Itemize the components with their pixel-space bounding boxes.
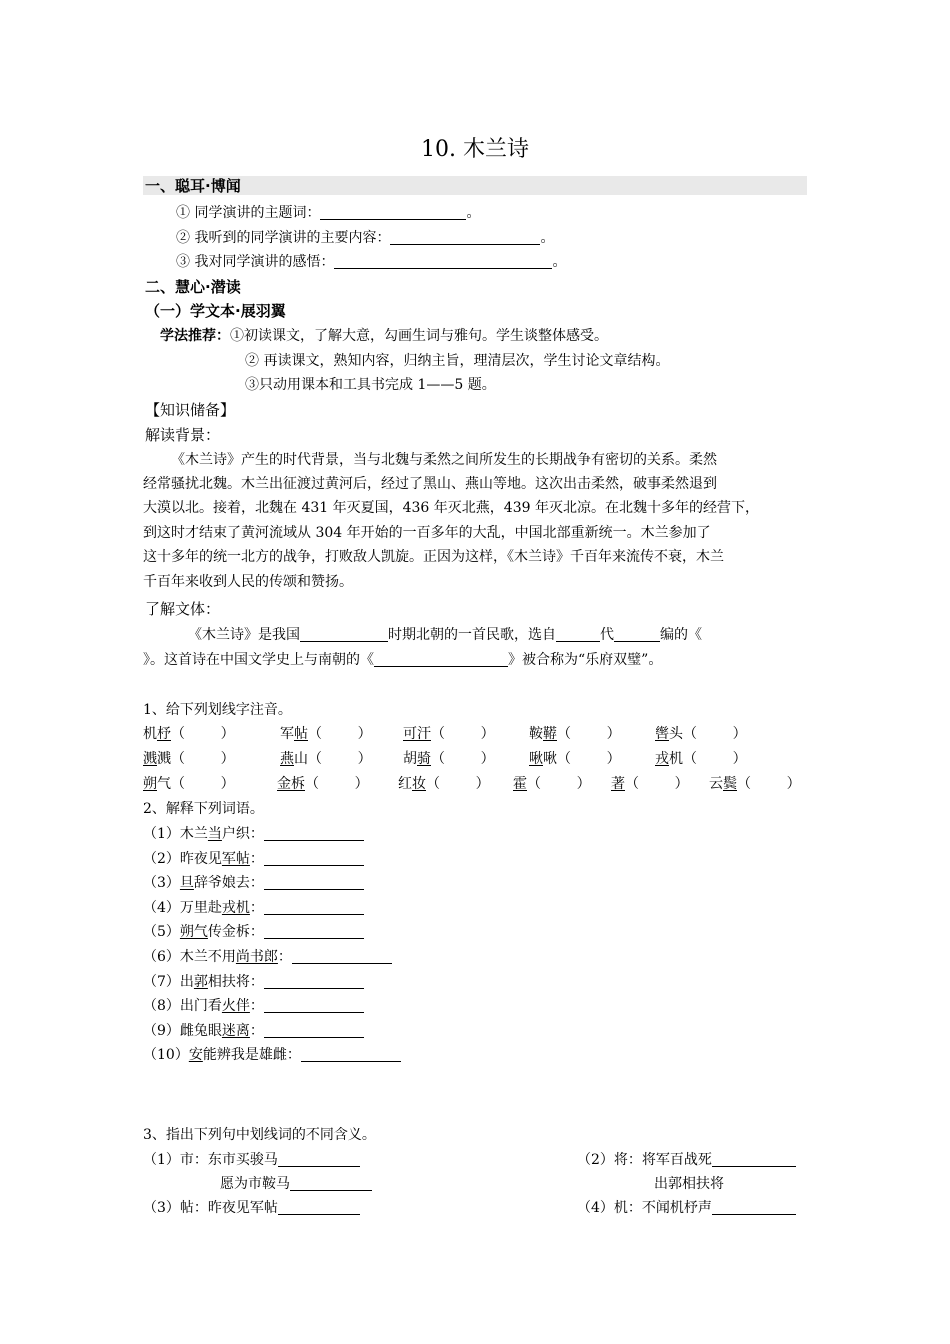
- section2-subheading: （一）学文本·展羽翼: [145, 302, 286, 320]
- section2-heading: 二、慧心·潜读: [145, 278, 241, 296]
- speech-topic-end: 。: [466, 205, 481, 221]
- pinyin-item: [709, 775, 801, 793]
- vocab-item: [143, 825, 364, 843]
- vocab-number: （9）: [143, 1022, 180, 1039]
- background-line-2: 经常骚扰北魏。木兰出征渡过黄河后，经过了黑山、燕山等地。这次出击柔然，破事柔然退到: [143, 476, 717, 492]
- pinyin-answer-parens[interactable]: （ ）: [426, 776, 490, 792]
- genre-dynasty-blank[interactable]: [556, 627, 600, 642]
- vocab-pre: 木兰: [179, 826, 208, 842]
- speech-content-line: [176, 229, 554, 247]
- vocab-pre: 雌兔眼: [179, 1022, 222, 1039]
- pinyin-item: [403, 750, 495, 768]
- vocab-number: （3）: [143, 875, 180, 892]
- q3-item-4-text: （4）机：不闻机杼声: [577, 1200, 712, 1216]
- pinyin-item: [655, 750, 747, 768]
- pinyin-target-char: 啾: [529, 751, 543, 767]
- vocab-answer-blank[interactable]: [264, 875, 364, 890]
- q3-item-3: [143, 1199, 360, 1217]
- vocab-number: （2）: [143, 850, 180, 867]
- pinyin-item-post: 溅: [157, 751, 171, 767]
- vocab-target-word: 郭: [193, 973, 208, 990]
- genre-line1-b: 时期北朝的一首民歌，选自: [388, 627, 556, 643]
- background-line-3: 大漠以北。接着，北魏在 431 年灭夏国，436 年灭北燕，439 年灭北凉。在北魏十多年的经营下，: [143, 500, 759, 516]
- vocab-answer-blank[interactable]: [264, 974, 364, 989]
- vocab-post: ：: [249, 850, 264, 867]
- q3-item-1: [143, 1151, 360, 1169]
- genre-south-poem-blank[interactable]: [374, 652, 508, 667]
- pinyin-target-char: 燕: [280, 751, 294, 767]
- vocab-number: （4）: [143, 899, 180, 916]
- pinyin-item: [277, 775, 369, 793]
- vocab-target-word: 戎机: [221, 899, 250, 916]
- pinyin-item-pre: 红: [398, 776, 412, 792]
- vocab-item: [143, 874, 364, 892]
- pinyin-item-post: 山: [294, 751, 308, 767]
- vocab-post: ：: [249, 1022, 264, 1039]
- vocab-number: （10）: [143, 1047, 189, 1064]
- pinyin-answer-parens[interactable]: （ ）: [557, 751, 621, 767]
- vocab-answer-blank[interactable]: [264, 998, 364, 1013]
- vocab-item: [143, 850, 364, 868]
- vocab-item: [143, 948, 392, 966]
- pinyin-target-char: 帖: [294, 726, 308, 742]
- vocab-number: （1）: [143, 826, 180, 842]
- pinyin-item-pre: 鞍: [529, 726, 543, 742]
- speech-content-blank[interactable]: [390, 230, 540, 245]
- pinyin-answer-parens[interactable]: （ ）: [683, 751, 747, 767]
- pinyin-answer-parens[interactable]: （ ）: [308, 726, 372, 742]
- pinyin-answer-parens[interactable]: （ ）: [171, 751, 235, 767]
- method-label: 学法推荐：: [160, 328, 230, 344]
- q3-prompt: 3、指出下列句中划线词的不同含义。: [143, 1127, 376, 1143]
- vocab-answer-blank[interactable]: [264, 1023, 364, 1038]
- background-heading: 解读背景：: [145, 426, 221, 444]
- pinyin-item: [611, 775, 689, 793]
- speech-reflection-end: 。: [552, 254, 567, 270]
- vocab-number: （7）: [143, 973, 180, 990]
- vocab-number: （6）: [143, 949, 180, 965]
- vocab-answer-blank[interactable]: [292, 949, 392, 964]
- genre-line1-a: 《木兰诗》是我国: [188, 627, 300, 643]
- pinyin-answer-parens[interactable]: （ ）: [305, 776, 369, 792]
- background-line-1: 《木兰诗》产生的时代背景，当与北魏与柔然之间所发生的长期战争有密切的关系。柔然: [171, 452, 717, 468]
- method-line-1: [160, 327, 608, 345]
- speech-content-label: ② 我听到的同学演讲的主要内容：: [176, 230, 391, 246]
- vocab-target-word: 安: [188, 1047, 203, 1064]
- vocab-pre: 出门看: [179, 998, 222, 1015]
- q3-item-2-text: （2）将：将军百战死: [577, 1152, 712, 1168]
- q3-item-1-blank[interactable]: [278, 1152, 360, 1167]
- pinyin-target-char: 溅: [143, 751, 157, 767]
- q3-item-2b: 出郭相扶将: [654, 1176, 724, 1192]
- pinyin-answer-parens[interactable]: （ ）: [308, 751, 372, 767]
- pinyin-item: [513, 775, 591, 793]
- vocab-target-word: 尚书郎: [235, 949, 278, 965]
- q3-item-1b-blank[interactable]: [290, 1176, 372, 1191]
- vocab-item: [143, 1022, 364, 1040]
- vocab-post: ：: [249, 899, 264, 916]
- pinyin-item: [655, 725, 747, 743]
- vocab-item: [143, 997, 364, 1015]
- vocab-pre: 木兰不用: [179, 949, 236, 965]
- background-line-6: 千百年来收到人民的传颂和赞扬。: [143, 574, 353, 590]
- pinyin-target-char: 著: [611, 776, 625, 792]
- q3-item-1b-text: 愿为市鞍马: [220, 1176, 290, 1192]
- pinyin-target-char: 骑: [417, 751, 431, 767]
- pinyin-answer-parens[interactable]: （ ）: [527, 776, 591, 792]
- pinyin-target-char: 朔: [143, 776, 157, 792]
- background-line-4: 到这时才结束了黄河流域从 304 年开始的一百多年的大乱，中国北部重新统一。木兰参加了: [143, 525, 711, 541]
- pinyin-answer-parens[interactable]: （ ）: [431, 726, 495, 742]
- pinyin-item: [398, 775, 490, 793]
- q1-prompt: 1、给下列划线字注音。: [143, 702, 292, 718]
- speech-reflection-line: [176, 253, 566, 271]
- pinyin-item: [143, 750, 235, 768]
- q3-item-1b: [220, 1175, 372, 1193]
- vocab-pre: 昨夜见: [179, 850, 222, 867]
- vocab-target-word: 当: [207, 826, 222, 842]
- pinyin-target-char: 金柝: [277, 776, 305, 792]
- vocab-number: （5）: [143, 924, 180, 941]
- section1-heading: 一、聪耳·博闻: [145, 177, 241, 195]
- pinyin-item-pre: 云: [709, 776, 723, 792]
- background-line-5: 这十多年的统一北方的战争，打败敌人凯旋。正因为这样，《木兰诗》千百年来流传不衰，木兰: [143, 549, 724, 565]
- genre-editor-blank[interactable]: [614, 627, 660, 642]
- pinyin-item-pre: 胡: [403, 751, 417, 767]
- section1-heading-band: [143, 176, 807, 195]
- vocab-target-word: 旦: [179, 875, 194, 892]
- method-1: ①初读课文，了解大意，勾画生词与雅句。学生谈整体感受。: [230, 328, 608, 344]
- genre-line1-c: 代: [600, 627, 614, 643]
- genre-era-blank[interactable]: [300, 627, 388, 642]
- vocab-item: [143, 973, 364, 991]
- vocab-post: ：: [277, 949, 292, 965]
- pinyin-item: [529, 725, 621, 743]
- vocab-item: [143, 923, 364, 941]
- pinyin-target-char: 鞯: [543, 726, 557, 742]
- speech-topic-blank[interactable]: [320, 205, 466, 220]
- speech-topic-line: [176, 204, 480, 222]
- q3-item-1-text: （1）市：东市买骏马: [143, 1152, 278, 1168]
- pinyin-answer-parens[interactable]: （ ）: [557, 726, 621, 742]
- pinyin-item: [143, 725, 235, 743]
- vocab-item: [143, 1046, 401, 1064]
- speech-content-end: 。: [540, 230, 555, 246]
- page-title: 10. 木兰诗: [421, 137, 529, 162]
- pinyin-answer-parens[interactable]: （ ）: [625, 776, 689, 792]
- method-2: ② 再读课文，熟知内容，归纳主旨，理清层次，学生讨论文章结构。: [245, 353, 670, 369]
- pinyin-item-post: 机: [669, 751, 683, 767]
- pinyin-answer-parens[interactable]: （ ）: [171, 776, 235, 792]
- vocab-post: 能辨我是雄雌：: [202, 1047, 301, 1064]
- pinyin-target-char: 霍: [513, 776, 527, 792]
- pinyin-target-char: 可汗: [403, 726, 431, 742]
- pinyin-target-char: 妆: [412, 776, 426, 792]
- pinyin-item: [403, 725, 495, 743]
- vocab-post: 相扶将：: [207, 973, 264, 990]
- vocab-number: （8）: [143, 998, 180, 1015]
- q2-prompt: 2、解释下列词语。: [143, 801, 264, 817]
- vocab-answer-blank[interactable]: [264, 900, 364, 915]
- vocab-answer-blank[interactable]: [264, 924, 364, 939]
- vocab-post: 辞爷娘去：: [193, 875, 264, 892]
- vocab-pre: 万里赴: [179, 899, 222, 916]
- speech-reflection-label: ③ 我对同学演讲的感悟：: [176, 254, 335, 270]
- q3-item-4-blank[interactable]: [712, 1200, 796, 1215]
- vocab-pre: 出: [179, 973, 194, 990]
- pinyin-answer-parens[interactable]: （ ）: [683, 726, 747, 742]
- q3-item-2-blank[interactable]: [712, 1152, 796, 1167]
- speech-reflection-blank[interactable]: [334, 254, 552, 269]
- pinyin-item-pre: 机: [143, 726, 157, 742]
- vocab-target-word: 军帖: [221, 850, 250, 867]
- pinyin-item-post: 啾: [543, 751, 557, 767]
- genre-line2-b: 》被合称为“乐府双璧”。: [508, 652, 663, 668]
- vocab-post: 户织：: [221, 826, 264, 842]
- vocab-answer-blank[interactable]: [264, 826, 364, 841]
- vocab-post: 传金柝：: [207, 924, 264, 941]
- pinyin-target-char: 戎: [655, 751, 669, 767]
- pinyin-item: [280, 750, 372, 768]
- pinyin-item-post: 头: [669, 726, 683, 742]
- q3-item-4: [577, 1199, 796, 1217]
- pinyin-target-char: 辔: [655, 726, 669, 742]
- genre-line1-d: 编的《: [660, 627, 702, 643]
- pinyin-target-char: 鬓: [723, 776, 737, 792]
- pinyin-answer-parens[interactable]: （ ）: [431, 751, 495, 767]
- pinyin-item: [280, 725, 372, 743]
- q3-item-3-text: （3）帖：昨夜见军帖: [143, 1200, 278, 1216]
- pinyin-item: [529, 750, 621, 768]
- vocab-answer-blank[interactable]: [264, 851, 364, 866]
- genre-line2-a: 》。这首诗在中国文学史上与南朝的《: [143, 652, 374, 668]
- pinyin-item: [143, 775, 235, 793]
- pinyin-item-post: 气: [157, 776, 171, 792]
- vocab-target-word: 朔气: [179, 924, 208, 941]
- vocab-target-word: 迷离: [221, 1022, 250, 1039]
- vocab-target-word: 火伴: [221, 998, 250, 1015]
- genre-heading: 了解文体：: [145, 600, 221, 618]
- vocab-answer-blank[interactable]: [301, 1047, 401, 1062]
- pinyin-answer-parens[interactable]: （ ）: [737, 776, 801, 792]
- q3-item-2: [577, 1151, 796, 1169]
- pinyin-item-pre: 军: [280, 726, 294, 742]
- speech-topic-label: ① 同学演讲的主题词：: [176, 205, 321, 221]
- pinyin-target-char: 杼: [157, 726, 171, 742]
- knowledge-heading: 【知识储备】: [145, 401, 236, 419]
- method-3: ③只动用课本和工具书完成 1——5 题。: [245, 377, 496, 393]
- vocab-post: ：: [249, 998, 264, 1015]
- genre-line-2: [143, 651, 662, 669]
- vocab-item: [143, 899, 364, 917]
- q3-item-3-blank[interactable]: [278, 1200, 360, 1215]
- genre-line-1: [188, 626, 702, 644]
- pinyin-answer-parens[interactable]: （ ）: [171, 726, 235, 742]
